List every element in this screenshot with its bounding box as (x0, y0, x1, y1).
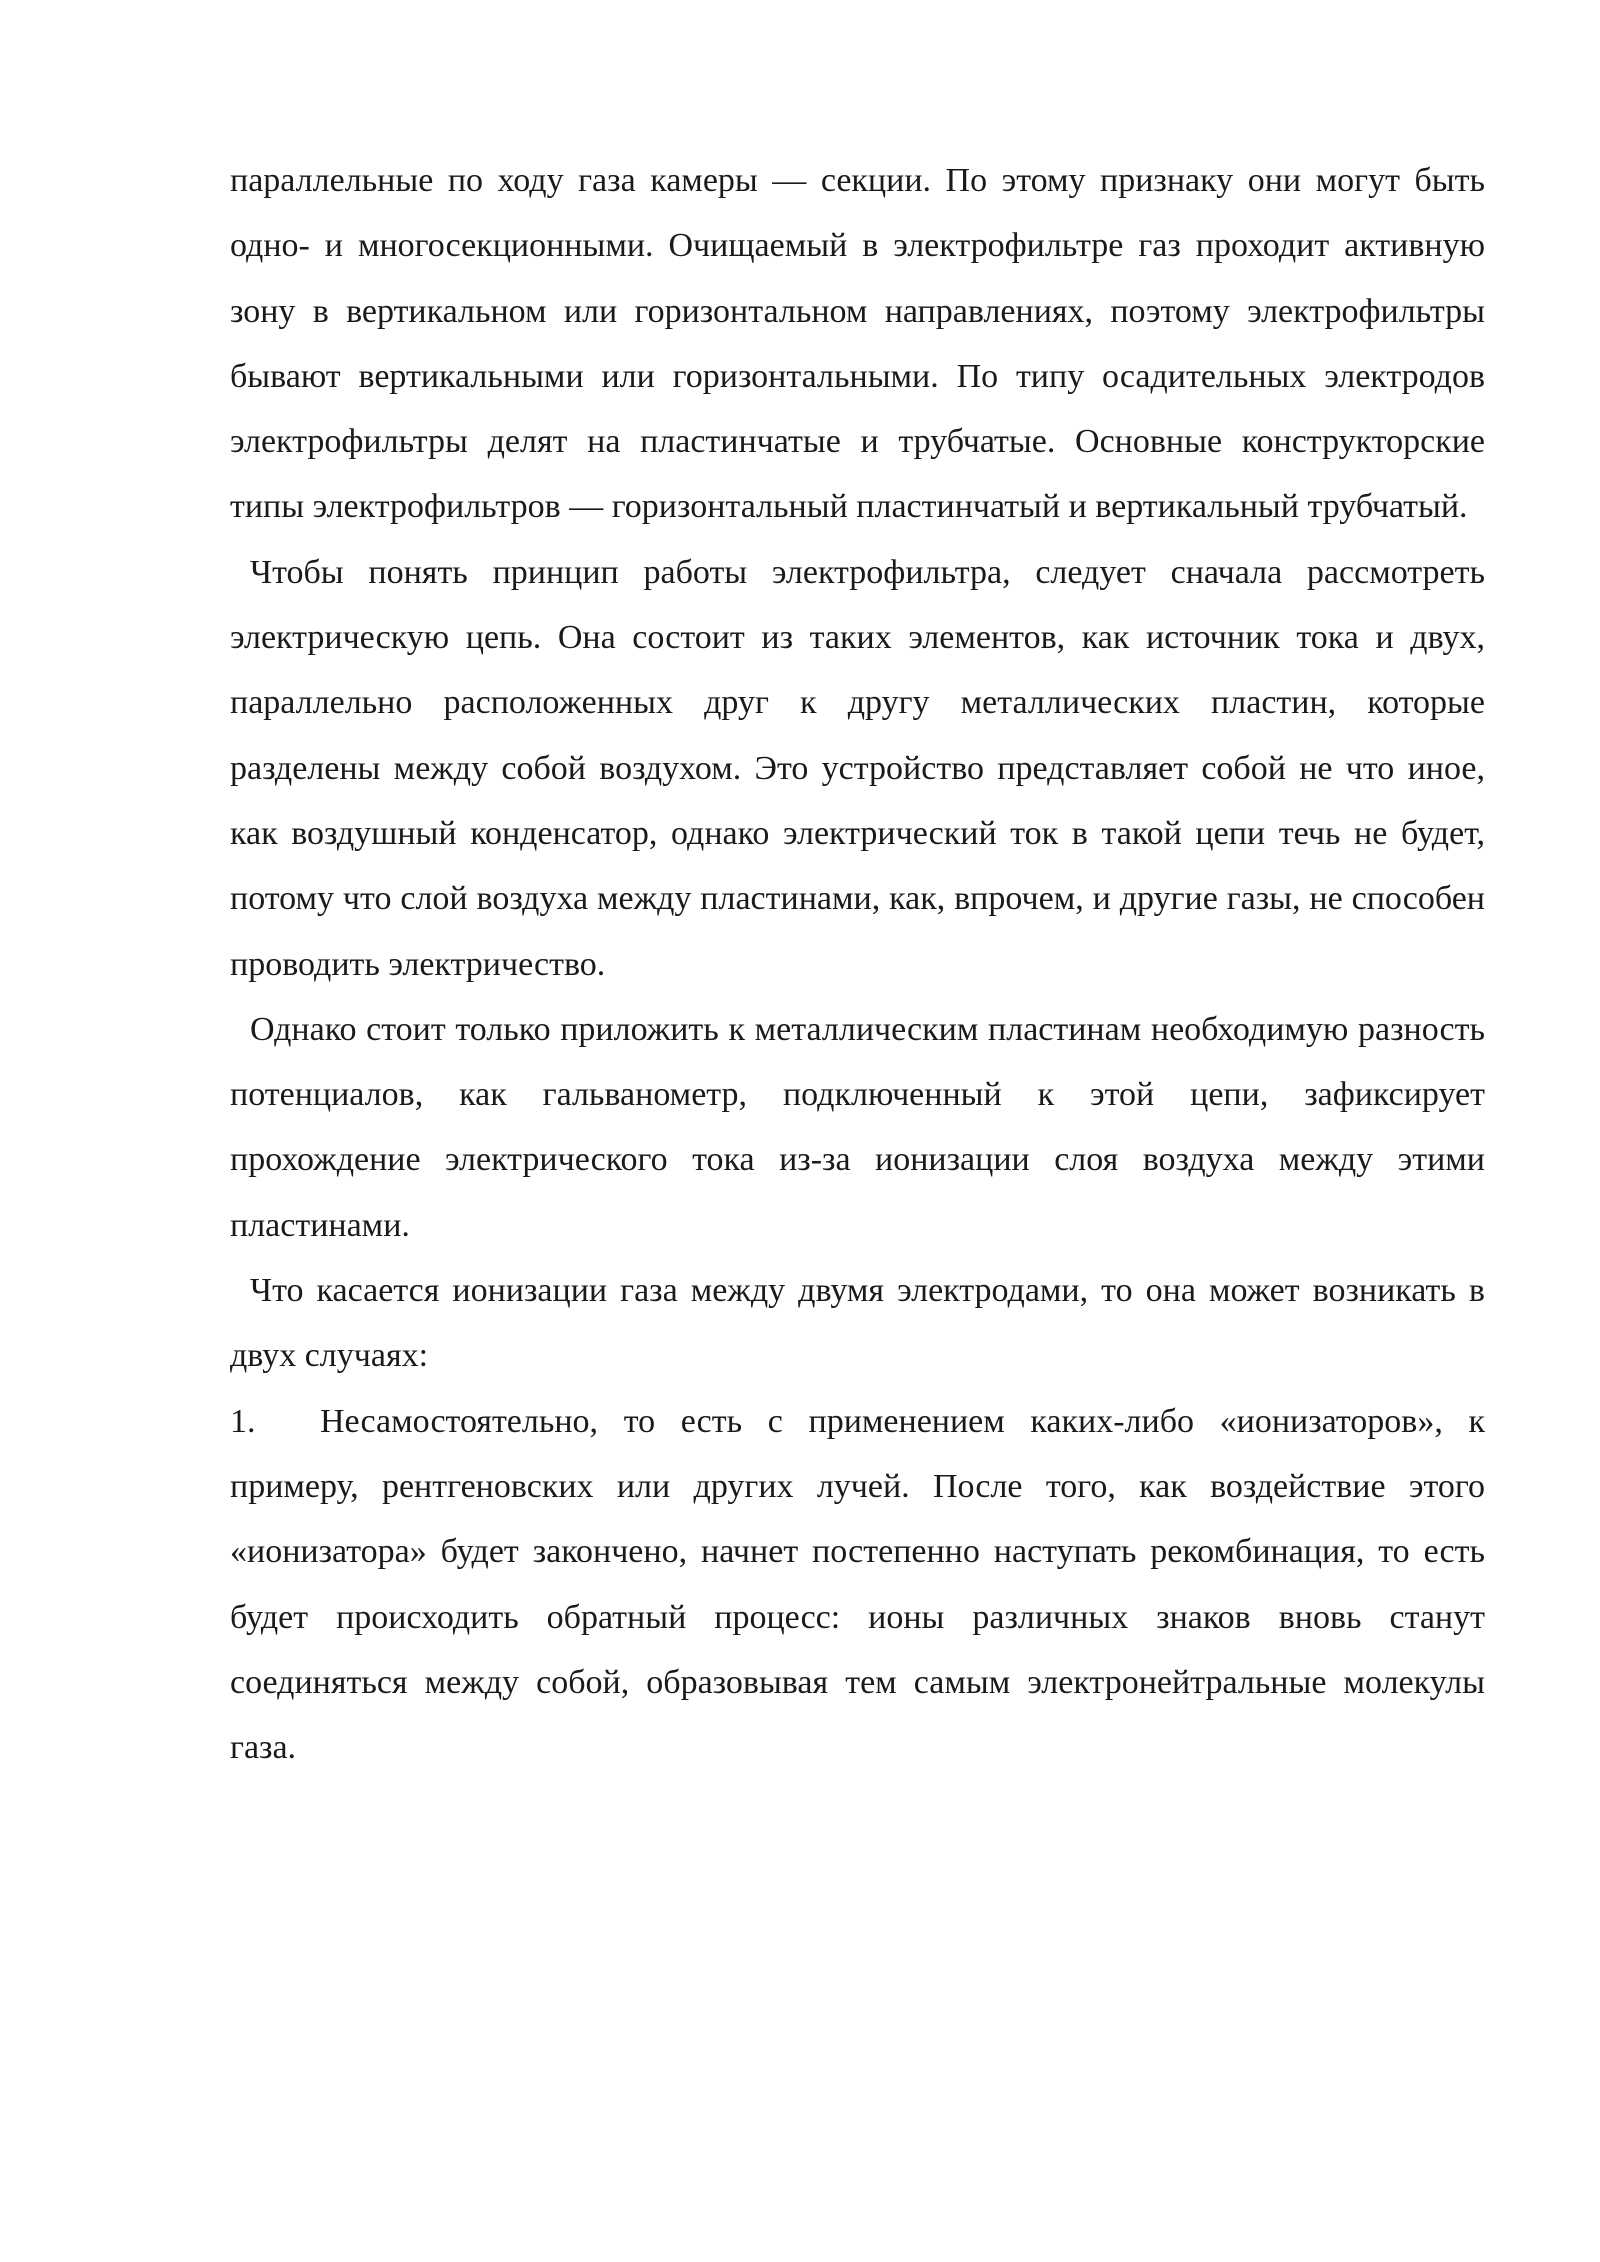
document-body (230, 148, 1485, 1780)
list-item-text: Несамостоятельно, то есть с применением каких-либо «ионизаторов», к примеру, рентгеновских или других лучей. После того, как воздействие этого «ионизатора» будет закончено, начнет постепенно наступать рекомбинация, то есть будет происходить обратный процесс: ионы различных знаков вновь станут соединяться между собой, образовывая тем самым электронейтральные молекулы газа. (230, 1402, 1485, 1767)
paragraph-circuit: Чтобы понять принцип работы электрофильтра, следует сначала рассмотреть электрическую цепь. Она состоит из таких элементов, как источник тока и двух, параллельно расположенных друг к другу металлических пластин, которые разделены между собой воздухом. Это устройство представляет собой не что иное, как воздушный конденсатор, однако электрический ток в такой цепи течь не будет, потому что слой воздуха между пластинами, как, впрочем, и другие газы, не способен проводить электричество. (230, 553, 1485, 983)
paragraph-potential: Однако стоит только приложить к металлическим пластинам необходимую разность потенциалов, как гальванометр, подключенный к этой цепи, зафиксирует прохождение электрического тока из-за ионизации слоя воздуха между этими пластинами. (230, 1010, 1485, 1244)
paragraph-ionization-cases: Что касается ионизации газа между двумя электродами, то она может возникать в двух случаях: (230, 1272, 1485, 1375)
list-marker: 1. (230, 1402, 256, 1440)
paragraph-sections: параллельные по ходу газа камеры — секции. По этому признаку они могут быть одно- и многосекционными. Очищаемый в электрофильтре газ проходит активную зону в вертикальном или горизонтальном направлениях, поэтому электрофильтры бывают вертикальными или горизонтальными. По типу осадительных электродов электрофильтры делят на пластинчатые и трубчатые. Основные конструкторские типы электрофильтров — горизонтальный пластинчатый и вертикальный трубчатый. (230, 162, 1485, 526)
list-item (230, 1389, 1485, 1781)
